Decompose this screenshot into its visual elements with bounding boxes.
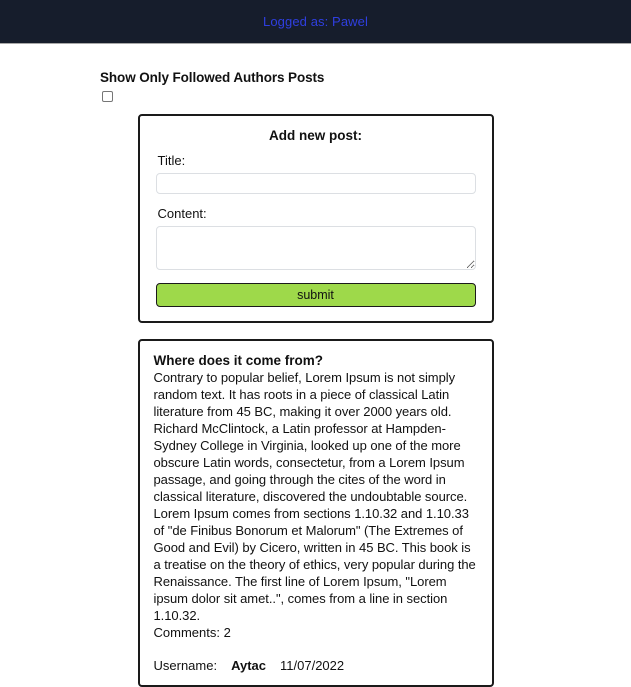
content-label: Content:: [157, 206, 207, 221]
post-card: [138, 339, 494, 687]
filter-heading: Show Only Followed Authors Posts: [100, 70, 325, 85]
title-label: Title:: [157, 153, 186, 168]
post-body: Contrary to popular belief, Lorem Ipsum is not simply random text. It has roots in a piece of classical Latin literature from 45 BC, making it over 2000 years old. Richard McClintock, a Latin professor at Hampden-Sydney College in Virginia, looked up one of the more obscure Latin words, consectetur, from a Lorem Ipsum passage, and going through the cites of the word in classical literature, discovered the undoubtable source. Lorem Ipsum comes from sections 1.10.32 and 1.10.33 of "de Finibus Bonorum et Malorum" (The Extremes of Good and Evil) by Cicero, written in 45 BC. This book is a treatise on the theory of ethics, very popular during the Renaissance. The first line of Lorem Ipsum, "Lorem ipsum dolor sit amet..", comes from a line in section 1.10.32.: [153, 370, 476, 623]
post-comments-count: Comments: 2: [153, 625, 231, 640]
page-content: [0, 70, 631, 687]
post-footer: [154, 658, 478, 673]
post-title: Where does it come from?: [153, 353, 324, 368]
username-label: Username:: [153, 658, 218, 673]
post-date: 11/07/2022: [280, 658, 345, 673]
show-followed-authors-checkbox[interactable]: [102, 91, 113, 102]
top-navbar: [0, 0, 631, 44]
title-input[interactable]: [156, 173, 476, 194]
content-textarea[interactable]: [156, 226, 476, 270]
submit-button[interactable]: submit: [156, 283, 476, 307]
add-post-panel: [138, 114, 494, 323]
post-author[interactable]: Aytac: [231, 658, 267, 673]
add-post-heading: Add new post:: [269, 128, 362, 143]
followed-authors-filter: [100, 70, 631, 102]
logged-as-link[interactable]: Logged as: Pawel: [263, 14, 368, 29]
